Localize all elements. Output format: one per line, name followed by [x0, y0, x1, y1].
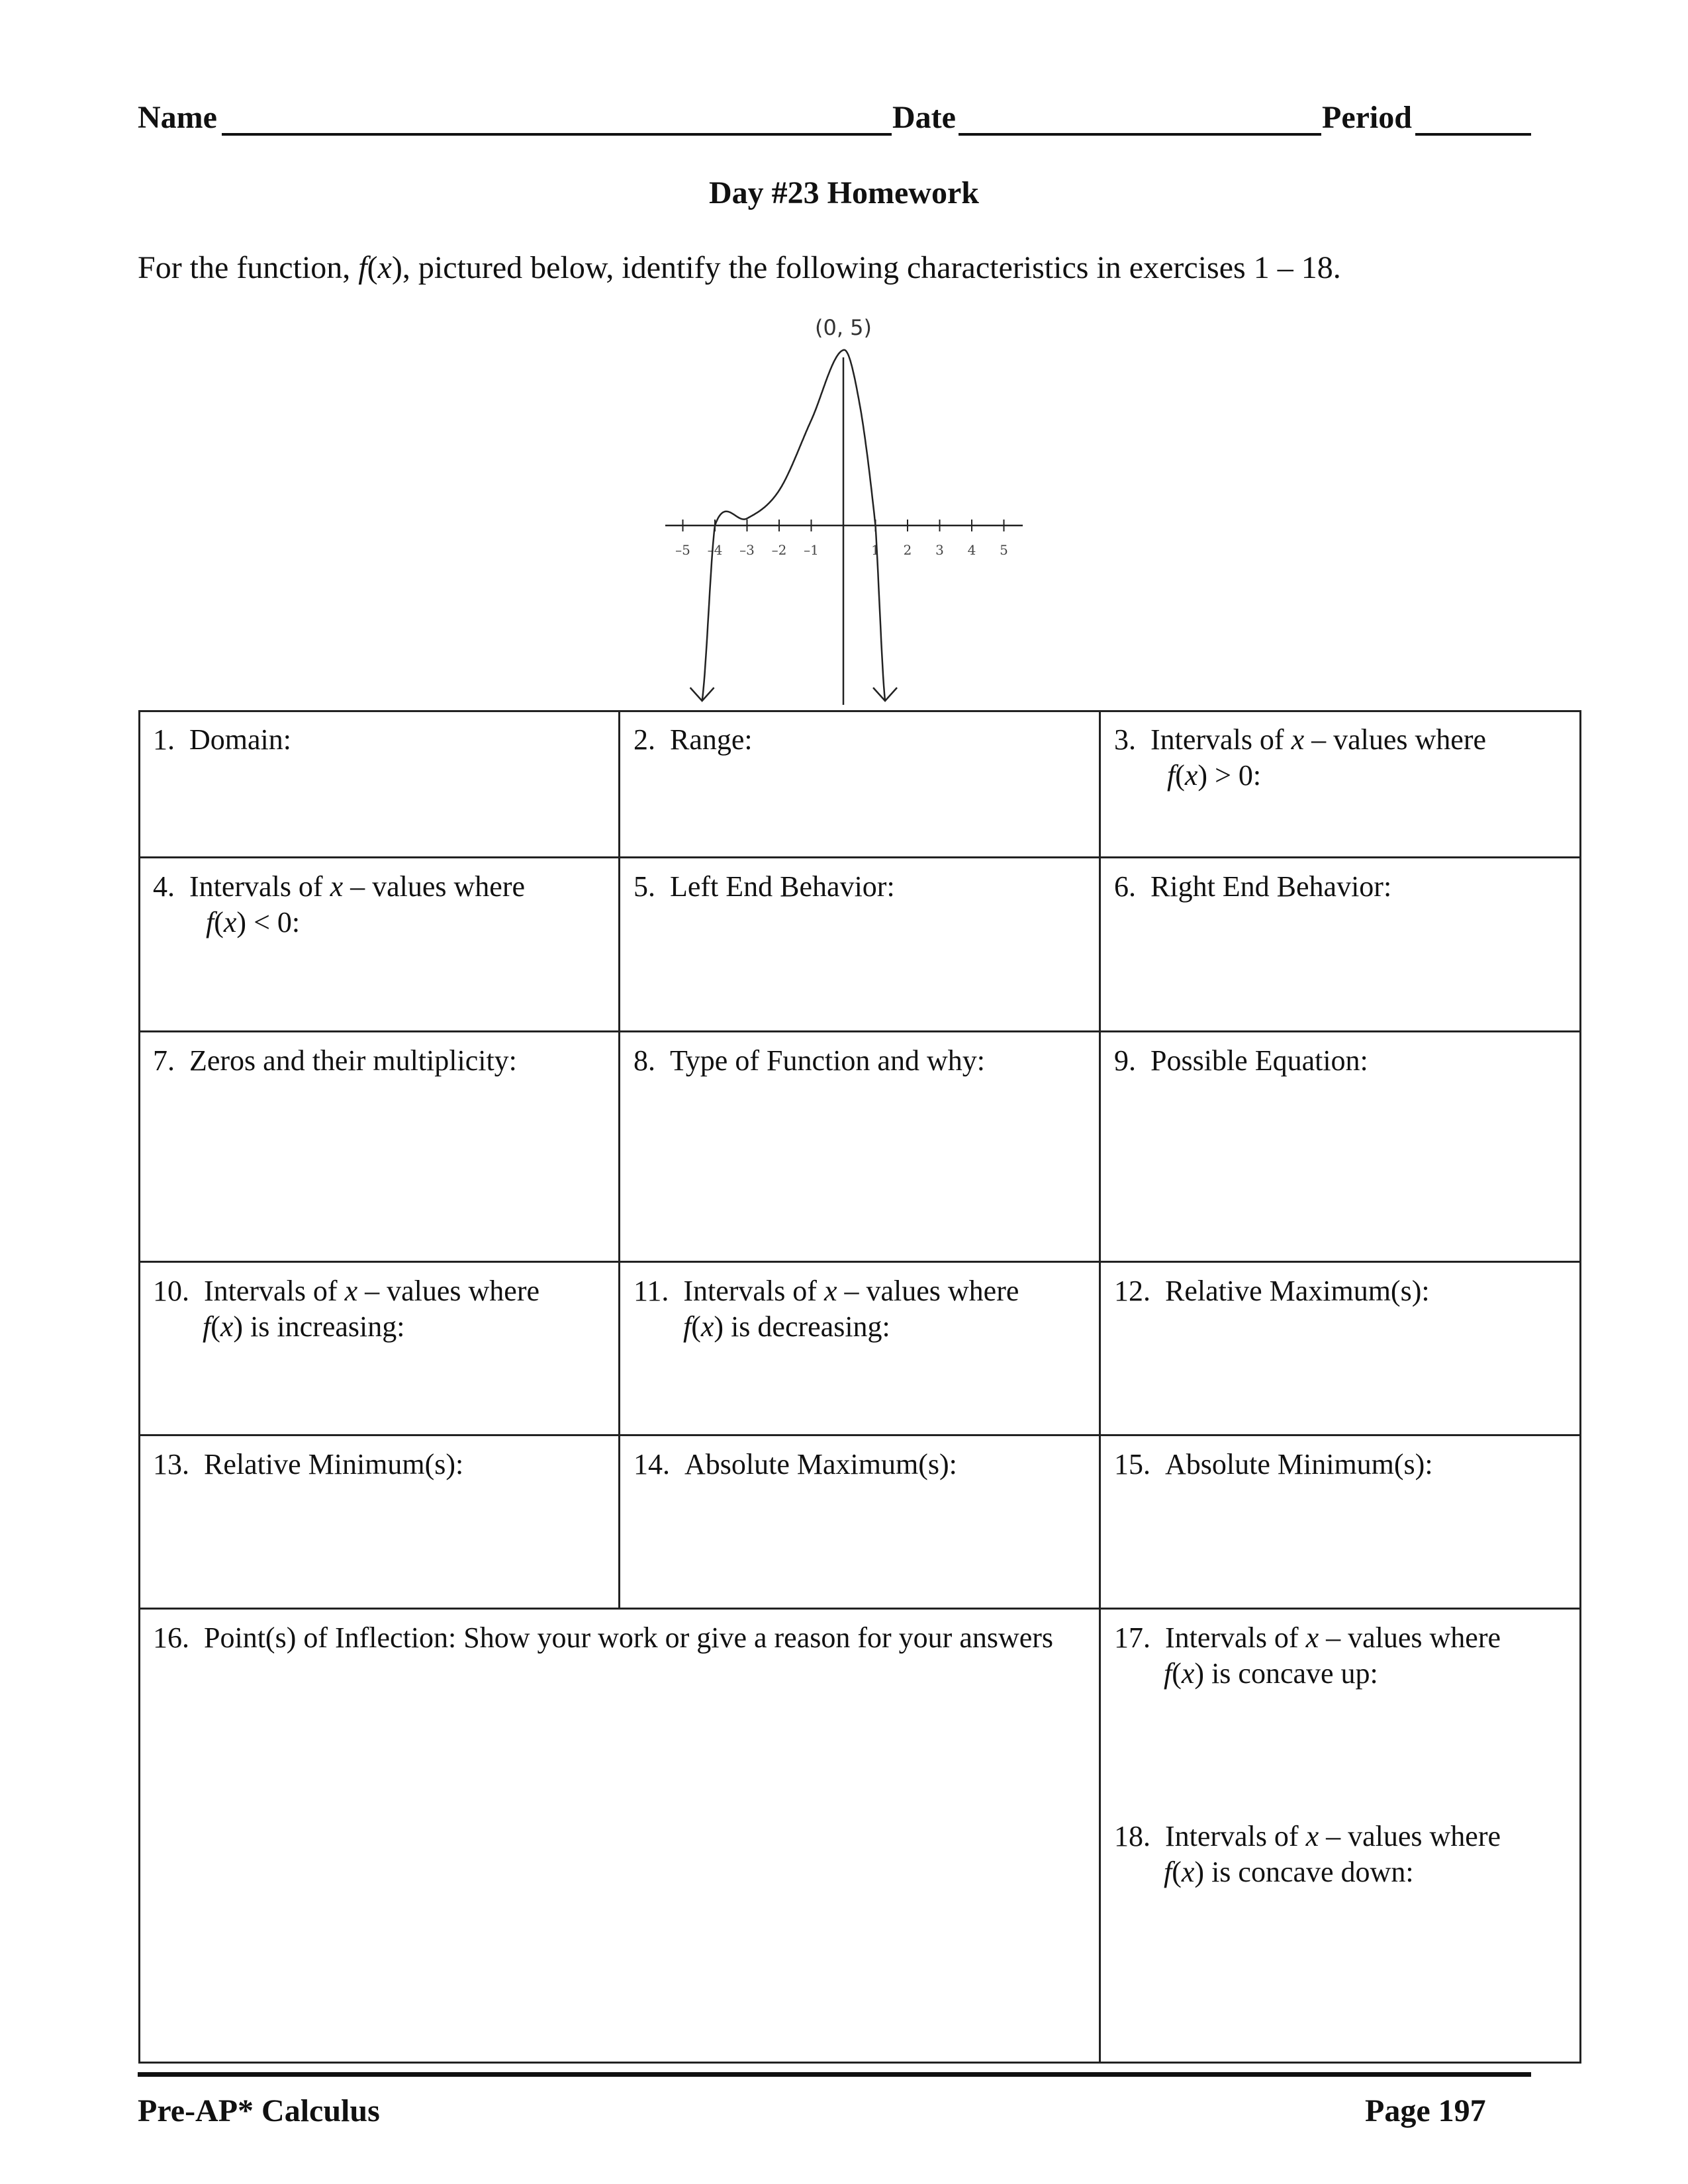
question-label: 15. Absolute Minimum(s):	[1114, 1448, 1433, 1480]
x-tick-label: –1	[804, 542, 819, 558]
question-label: 17. Intervals of x – values where f(x) is concave up:	[1114, 1621, 1501, 1690]
x-tick-label: –4	[707, 542, 723, 558]
table-divider	[1099, 710, 1101, 2064]
x-tick-label: –5	[675, 542, 690, 558]
question-label: 5. Left End Behavior:	[633, 870, 895, 903]
question-label: 9. Possible Equation:	[1114, 1044, 1368, 1077]
question-label: 11. Intervals of x – values where f(x) is decreasing:	[633, 1275, 1019, 1343]
date-label: Date	[892, 100, 956, 135]
x-tick-label: 2	[903, 542, 912, 558]
question-label: 4. Intervals of x – values where f(x) < 0:	[153, 870, 526, 938]
x-tick-label: 5	[1000, 542, 1008, 558]
page-title: Day #23 Homework	[709, 175, 979, 210]
x-tick-label: –2	[771, 542, 787, 558]
x-tick-label: –3	[739, 542, 755, 558]
point-label: (0, 5)	[814, 315, 872, 340]
question-label: 3. Intervals of x – values where f(x) > 0:	[1114, 723, 1487, 792]
period-blank-line[interactable]	[1415, 133, 1531, 136]
footer-page-number: Page 197	[1365, 2093, 1486, 2128]
question-label: 2. Range:	[633, 723, 753, 756]
graph-axes	[665, 357, 1023, 705]
footer-rule	[138, 2072, 1531, 2077]
instructions: For the function, f(x), pictured below, identify the following characteristics in exercises 1 – 18.	[138, 250, 1341, 285]
question-label: 8. Type of Function and why:	[633, 1044, 985, 1077]
table-divider	[138, 1434, 1581, 1436]
question-label: 1. Domain:	[153, 723, 291, 756]
x-tick-label: 4	[967, 542, 976, 558]
footer-course: Pre-AP* Calculus	[138, 2093, 380, 2128]
x-tick-label: 3	[935, 542, 944, 558]
table-divider	[618, 710, 620, 1608]
question-label: 6. Right End Behavior:	[1114, 870, 1392, 903]
question-label: 12. Relative Maximum(s):	[1114, 1275, 1430, 1307]
function-graph	[655, 311, 1033, 708]
question-label: 18. Intervals of x – values where f(x) is concave down:	[1114, 1820, 1501, 1888]
question-label: 7. Zeros and their multiplicity:	[153, 1044, 517, 1077]
question-label: 16. Point(s) of Inflection: Show your work or give a reason for your answers	[153, 1621, 1054, 1654]
table-divider	[138, 1030, 1581, 1032]
period-label: Period	[1322, 100, 1412, 135]
x-tick-label: 1	[871, 542, 880, 558]
table-divider	[138, 856, 1581, 858]
date-blank-line[interactable]	[959, 133, 1321, 136]
question-label: 10. Intervals of x – values where f(x) is increasing:	[153, 1275, 540, 1343]
name-blank-line[interactable]	[222, 133, 892, 136]
table-divider	[138, 1261, 1581, 1263]
name-label: Name	[138, 100, 217, 135]
question-label: 14. Absolute Maximum(s):	[633, 1448, 957, 1480]
question-label: 13. Relative Minimum(s):	[153, 1448, 464, 1480]
table-divider	[138, 1608, 1581, 1610]
